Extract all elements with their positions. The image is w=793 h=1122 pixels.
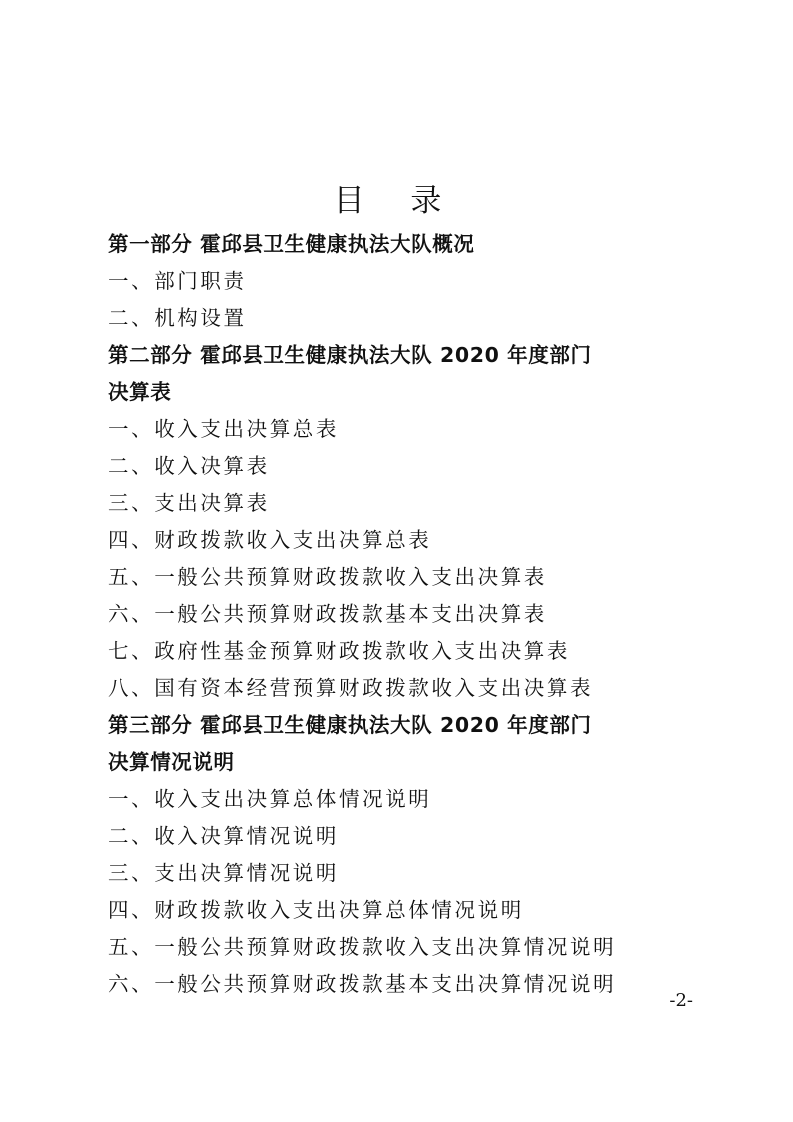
toc-item: 一、收入支出决算总体情况说明	[108, 787, 432, 811]
section-heading-1: 第一部分 霍邱县卫生健康执法大队概况	[108, 232, 475, 256]
toc-item: 八、国有资本经营预算财政拨款收入支出决算表	[108, 676, 594, 700]
section-heading-3: 第三部分 霍邱县卫生健康执法大队 2020 年度部门	[108, 713, 592, 737]
toc-item: 二、收入决算情况说明	[108, 824, 339, 848]
section-heading-2: 第二部分 霍邱县卫生健康执法大队 2020 年度部门	[108, 343, 592, 367]
toc-item: 六、一般公共预算财政拨款基本支出决算表	[108, 602, 547, 626]
toc-item: 三、支出决算情况说明	[108, 861, 339, 885]
toc-item: 二、收入决算表	[108, 454, 270, 478]
toc-item: 三、支出决算表	[108, 491, 270, 515]
toc-item: 一、收入支出决算总表	[108, 417, 339, 441]
toc-item: 七、政府性基金预算财政拨款收入支出决算表	[108, 639, 570, 663]
toc-item: 六、一般公共预算财政拨款基本支出决算情况说明	[108, 972, 617, 996]
section-heading-3-continued: 决算情况说明	[108, 750, 235, 774]
toc-item: 一、部门职责	[108, 269, 247, 293]
toc-item: 四、财政拨款收入支出决算总体情况说明	[108, 898, 524, 922]
toc-item: 五、一般公共预算财政拨款收入支出决算表	[108, 565, 547, 589]
toc-item: 二、机构设置	[108, 306, 247, 330]
toc-item: 四、财政拨款收入支出决算总表	[108, 528, 432, 552]
section-heading-2-continued: 决算表	[108, 380, 172, 404]
toc-item: 五、一般公共预算财政拨款收入支出决算情况说明	[108, 935, 617, 959]
page-title: 目 录	[333, 183, 460, 219]
page-number: -2-	[669, 990, 693, 1011]
table-of-contents	[108, 226, 668, 1003]
